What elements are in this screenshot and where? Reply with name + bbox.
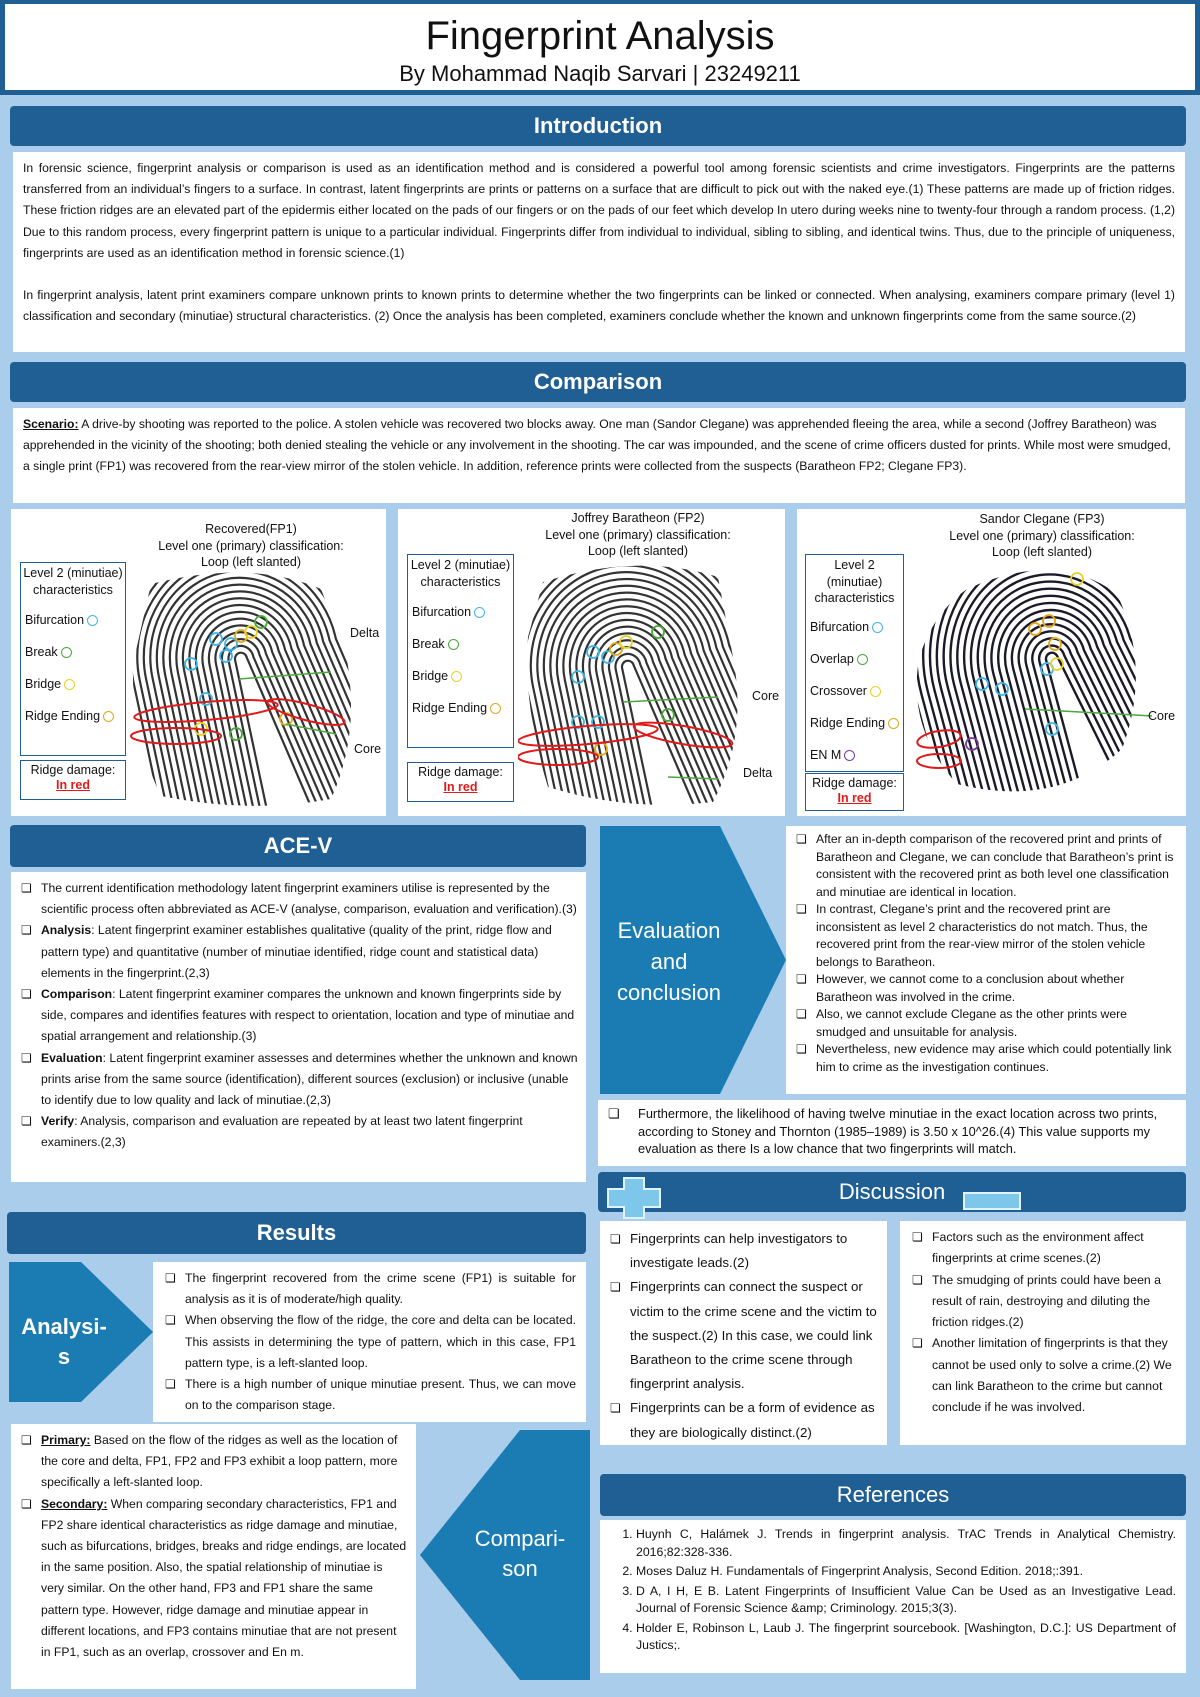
list-item — [163, 1374, 576, 1416]
list-item-keyword: Evaluation — [41, 1050, 103, 1065]
legend-item-label: Bifurcation — [412, 605, 472, 619]
list-item-text: There is a high number of unique minutiae present. Thus, we can move on to the comparison stage. — [185, 1377, 576, 1413]
discussion-advantages-list — [608, 1227, 879, 1445]
callout-delta: Delta — [743, 766, 773, 780]
list-item — [19, 1111, 578, 1153]
ridge-damage-value: In red — [443, 780, 478, 794]
analysis-body — [153, 1262, 586, 1422]
callout-core: Core — [752, 689, 780, 703]
list-item-keyword: Comparison — [41, 987, 113, 1002]
analysis-label-line: s — [57, 1344, 71, 1369]
comparison-label-line: son — [502, 1556, 538, 1581]
ridge-damage-label: Ridge damage: — [418, 765, 503, 779]
fingerprint-image-fp3 — [907, 559, 1157, 804]
introduction-body — [13, 152, 1185, 352]
legend-heading: Level 2 (minutiae) characteristics — [814, 558, 895, 605]
minutiae-legend — [805, 554, 904, 772]
list-item — [910, 1333, 1176, 1418]
results-heading: Results — [7, 1212, 586, 1254]
evaluation-label-line: conclusion — [617, 980, 721, 1005]
legend-heading: Level 2 (minutiae) characteristics — [23, 566, 123, 597]
list-item-text: Factors such as the environment affect fingerprints at crime scenes.(2) — [932, 1230, 1144, 1266]
list-item — [19, 1494, 408, 1664]
comparison-results-list — [19, 1430, 408, 1663]
panel-pattern-type: Loop (left slanted) — [991, 545, 1093, 559]
reference-item: 4. Holder E, Robinson L, Laub J. The fingerprint sourcebook. [Washington, D.C.]: US Department of Justics;. — [636, 1620, 1176, 1655]
panel-classification-label: Level one (primary) classification: — [158, 538, 344, 553]
list-item — [794, 1041, 1178, 1076]
poster-header — [0, 0, 1200, 95]
minutiae-legend — [407, 554, 514, 748]
comparison-label — [460, 1524, 580, 1584]
fingerprint-image-fp1 — [121, 564, 381, 809]
panel-pattern-type: Loop (left slanted) — [587, 544, 689, 558]
list-item-text: : Latent fingerprint examiner establishes qualitative (quality of the print, ridge flow and pattern type) and quantitative (number of minutiae identified, ridge count and statistical data) elements in the fingerprint.(2,3) — [41, 923, 552, 980]
fingerprint-panel-fp1 — [11, 509, 386, 816]
legend-item-label: Bifurcation — [25, 613, 85, 627]
list-item-keyword: Primary: — [41, 1433, 91, 1447]
evaluation-body — [786, 826, 1186, 1094]
legend-item-label: Bridge — [25, 677, 62, 691]
break-marker-icon — [448, 639, 459, 650]
reference-item: 2. Moses Daluz H. Fundamentals of Fingerprint Analysis, Second Edition. 2018;:391. — [636, 1563, 1176, 1581]
fingerprint-panel-fp2 — [398, 509, 785, 816]
bridge-marker-icon — [64, 679, 75, 690]
panel-title: Sandor Clegane (FP3) — [979, 512, 1105, 526]
callout-core: Core — [354, 742, 382, 756]
list-item — [794, 1006, 1178, 1041]
acev-list — [19, 878, 578, 1154]
list-item-text: Nevertheless, new evidence may arise which could potentially link him to crime as the investigation continues. — [816, 1042, 1172, 1074]
break-marker-icon — [61, 647, 72, 658]
legend-item-label: EN M — [810, 747, 842, 762]
list-item — [19, 1430, 408, 1494]
list-item-text: Fingerprints can be a form of evidence as they are biologically distinct.(2) — [630, 1400, 875, 1440]
list-item-text: : Analysis, comparison and evaluation are repeated by at least two latent fingerprint examiners.(2,3) — [41, 1114, 523, 1150]
ridge-damage-key — [805, 773, 904, 811]
minutiae-legend — [20, 562, 126, 756]
list-item — [19, 1048, 578, 1112]
list-item — [19, 920, 578, 984]
discussion-advantages — [600, 1221, 887, 1445]
list-item-keyword: Secondary: — [41, 1496, 108, 1511]
list-item — [910, 1227, 1176, 1270]
legend-item-label: Crossover — [810, 683, 867, 698]
ridge-damage-label: Ridge damage: — [812, 776, 897, 790]
ridge-damage-label: Ridge damage: — [30, 763, 116, 777]
references-list — [610, 1526, 1176, 1655]
reference-item: 3. D A, I H, E B. Latent Fingerprints of Insufficient Value Can be Used as an Investigative Lead. Journal of Forensic Science &amp; Criminology. 2015;3(3). — [636, 1583, 1176, 1618]
references-body — [600, 1520, 1186, 1673]
poster-title: Fingerprint Analysis — [425, 14, 775, 58]
ridge-damage-value: In red — [55, 778, 91, 792]
poster-subtitle: By Mohammad Naqib Sarvari | 23249211 — [399, 61, 801, 86]
en-m-marker-icon — [844, 750, 855, 761]
evaluation-label-line: Evaluation — [617, 918, 721, 943]
list-item-text: The current identification methodology latent fingerprint examiners utilise is represented by the scientific process often abbreviated as ACE-V (analyse, comparison, evaluation and verification).(3) — [41, 881, 577, 917]
ridge-damage-value: In red — [837, 791, 872, 805]
list-item — [19, 984, 578, 1048]
panel-classification-label: Level one (primary) classification: — [949, 528, 1135, 543]
analysis-label — [9, 1312, 119, 1372]
list-item — [910, 1270, 1176, 1334]
introduction-heading: Introduction — [10, 106, 1186, 146]
list-item — [608, 1396, 879, 1444]
legend-item-label: Ridge Ending — [412, 701, 488, 715]
acev-heading: ACE-V — [10, 825, 586, 867]
legend-item-label: Overlap — [810, 651, 854, 666]
bifurcation-marker-icon — [87, 615, 98, 626]
fingerprint-panel-fp3 — [797, 509, 1186, 816]
comparison-heading: Comparison — [10, 362, 1186, 402]
acev-body — [11, 872, 586, 1182]
ridge-damage-key — [20, 760, 126, 800]
legend-item-label: Break — [25, 645, 58, 659]
evaluation-list — [794, 831, 1178, 1076]
list-item — [794, 831, 1178, 901]
list-item — [19, 878, 578, 920]
plus-icon — [606, 1176, 662, 1220]
list-item-text: When comparing secondary characteristics, FP1 and FP2 share identical characteristics as ridge damage and minutiae, such as bifurcations, bridges, breaks and ridge endings, are located in the same position. Also, the spatial relationship of minutiae is very similar. On the other hand, FP3 and FP1 share the same pattern type. However, ridge damage and minutiae appear in different locations, and FP3 contains minutiae that are not present in FP1, such as an overlap, crossover and En m. — [41, 1496, 407, 1660]
panel-title: Joffrey Baratheon (FP2) — [571, 511, 705, 525]
list-item-text: : Latent fingerprint examiner assesses and determines whether the unknown and known prints arise from the same source (identification), different sources (exclusion) or inclusive (unable to identify due to low quality and lack of minutiae.(2,3) — [41, 1050, 578, 1108]
legend-item-label: Ridge Ending — [25, 709, 101, 723]
analysis-list — [163, 1268, 576, 1416]
list-item-keyword: Analysis — [41, 923, 92, 938]
list-item-text: The smudging of prints could have been a result of rain, destroying and diluting the friction ridges.(2) — [932, 1272, 1162, 1330]
list-item-text: Fingerprints can connect the suspect or victim to the crime scene and the victim to the suspect.(2) In this case, we could link Baratheon to the crime scene through fingerprint analysis. — [630, 1279, 877, 1392]
reference-item: 1. Huynh C, Halámek J. Trends in fingerprint analysis. TrAC Trends in Analytical Chemistry. 2016;82:328-336. — [636, 1526, 1176, 1561]
list-item-text: Also, we cannot exclude Clegane as the other prints were smudged and unsuitable for analysis. — [816, 1007, 1127, 1039]
list-item — [608, 1227, 879, 1275]
list-item-text: Based on the flow of the ridges as well as the location of the core and delta, FP1, FP2 and FP3 exhibit a loop pattern, more specifically a left-slanted loop. — [41, 1433, 398, 1490]
legend-heading: Level 2 (minutiae) characteristics — [410, 558, 511, 589]
list-item-text: The fingerprint recovered from the crime scene (FP1) is suitable for analysis as it is of moderate/high quality. — [185, 1271, 576, 1307]
ridge-ending-marker-icon — [888, 718, 899, 729]
list-item — [608, 1275, 879, 1396]
list-item-text: Another limitation of fingerprints is that they cannot be used only to solve a crime.(2) We can link Baratheon to the crime but cannot conclude if he was involved. — [932, 1336, 1172, 1415]
checkbox-bullet-icon: ❏ — [608, 1106, 620, 1121]
fingerprint-image-fp2 — [518, 557, 768, 807]
bridge-marker-icon — [451, 671, 462, 682]
scenario-label: Scenario: — [23, 417, 79, 431]
legend-item-label: Break — [412, 637, 445, 651]
comparison-label-line: Compari- — [474, 1526, 566, 1551]
discussion-limitations-list — [910, 1227, 1176, 1419]
list-item — [163, 1310, 576, 1374]
list-item-text: When observing the flow of the ridge, the core and delta can be located. This assists in determining the type of pattern, which in this case, FP1 pattern type, is a left-slanted loop. — [185, 1313, 576, 1370]
legend-item-label: Ridge Ending — [810, 715, 886, 730]
crossover-marker-icon — [870, 686, 881, 697]
minus-icon — [962, 1191, 1022, 1211]
list-item — [794, 971, 1178, 1006]
comparison-results-body — [11, 1424, 416, 1689]
list-item-text: : Latent fingerprint examiner compares the unknown and known fingerprints side by side, compares and identifies features with respect to orientation, location and type of minutiae and spatial arrangement and relationship.(3) — [41, 987, 575, 1044]
references-heading: References — [600, 1474, 1186, 1516]
overlap-marker-icon — [857, 654, 868, 665]
discussion-heading: Discussion — [598, 1172, 1186, 1212]
callout-core: Core — [1148, 709, 1176, 723]
ridge-damage-key — [407, 762, 514, 802]
legend-item-label: Bridge — [412, 669, 449, 683]
analysis-label-line: Analysi- — [21, 1314, 107, 1339]
bifurcation-marker-icon — [872, 622, 883, 633]
list-item — [163, 1268, 576, 1310]
panel-pattern-type: Loop (left slanted) — [200, 555, 302, 569]
introduction-paragraph-1: In forensic science, fingerprint analysis or comparison is used as an identification method and is considered a powerful tool among forensic scientists and crime investigators. Fingerprints are the patterns transferred from an individual’s fingers to a surface. In contrast, latent fingerprints are prints or patterns on a surface that are difficult to pick out with the naked eye.(1) These patterns are made up of friction ridges. These friction ridges are an elevated part of the epidermis either located on the pads of our fingers or on the pads of our feet which develop In utero during weeks nine to twenty-four through a random process. (1,2) Due to this random process, every fingerprint pattern is unique to a particular individual. Fingerprints differ from individual to individual, sibling to sibling, and identical twins. Thus, due to the principle of uniqueness, fingerprints are used as an identification method in forensic science.(1) — [23, 161, 1175, 260]
bifurcation-marker-icon — [474, 607, 485, 618]
evaluation-probability-box — [598, 1100, 1186, 1166]
scenario-text: A drive-by shooting was reported to the police. A stolen vehicle was recovered two blocks away. One man (Sandor Clegane) was apprehended fleeing the area, while a second (Joffrey Baratheon) was apprehended in the vicinity of the shooting; both denied stealing the vehicle or any involvement in the shooting. The car was impounded, and the scene of crime officers dusted for prints. While most were smudged, a single print (FP1) was recovered from the rear-view mirror of the stolen vehicle. In addition, reference prints were collected from the suspects (Baratheon FP2; Clegane FP3). — [23, 417, 1171, 474]
panel-title: Recovered(FP1) — [205, 522, 297, 536]
scenario-box — [13, 408, 1185, 503]
list-item — [794, 901, 1178, 971]
list-item-text: After an in-depth comparison of the recovered print and prints of Baratheon and Clegane, we can conclude that Baratheon’s print is consistent with the recovered print as both level one classification and minutiae are identical in location. — [816, 832, 1174, 899]
callout-delta: Delta — [350, 626, 380, 640]
list-item-text: Fingerprints can help investigators to investigate leads.(2) — [630, 1231, 848, 1271]
list-item-keyword: Verify — [41, 1114, 75, 1129]
ridge-ending-marker-icon — [103, 711, 114, 722]
panel-classification-label: Level one (primary) classification: — [545, 527, 731, 542]
legend-item-label: Bifurcation — [810, 619, 870, 634]
discussion-limitations — [900, 1221, 1186, 1445]
list-item-text: However, we cannot come to a conclusion about whether Baratheon was involved in the crime. — [816, 972, 1125, 1004]
ridge-ending-marker-icon — [490, 703, 501, 714]
evaluation-probability-text: Furthermore, the likelihood of having twelve minutiae in the exact location across two prints, according to Stoney and Thornton (1985–1989) is 3.50 x 10^26.(4) This value supports my evaluation as there Is a low chance that two fingerprints will match. — [638, 1106, 1158, 1156]
introduction-paragraph-2: In fingerprint analysis, latent print examiners compare unknown prints to known prints to determine whether the two fingerprints can be linked or connected. When analysing, examiners compare primary (level 1) classification and secondary (minutiae) structural characteristics. (2) Once the analysis has been completed, examiners conclude whether the known and unknown fingerprints come from the same source.(2) — [23, 288, 1175, 324]
evaluation-label — [600, 915, 738, 1008]
evaluation-label-line: and — [650, 949, 688, 974]
list-item-text: In contrast, Clegane’s print and the recovered print are inconsistent as level 2 characteristics do not match. Thus, the recovered print from the rear-view mirror of the stolen vehicle belongs to Baratheon. — [816, 902, 1148, 969]
